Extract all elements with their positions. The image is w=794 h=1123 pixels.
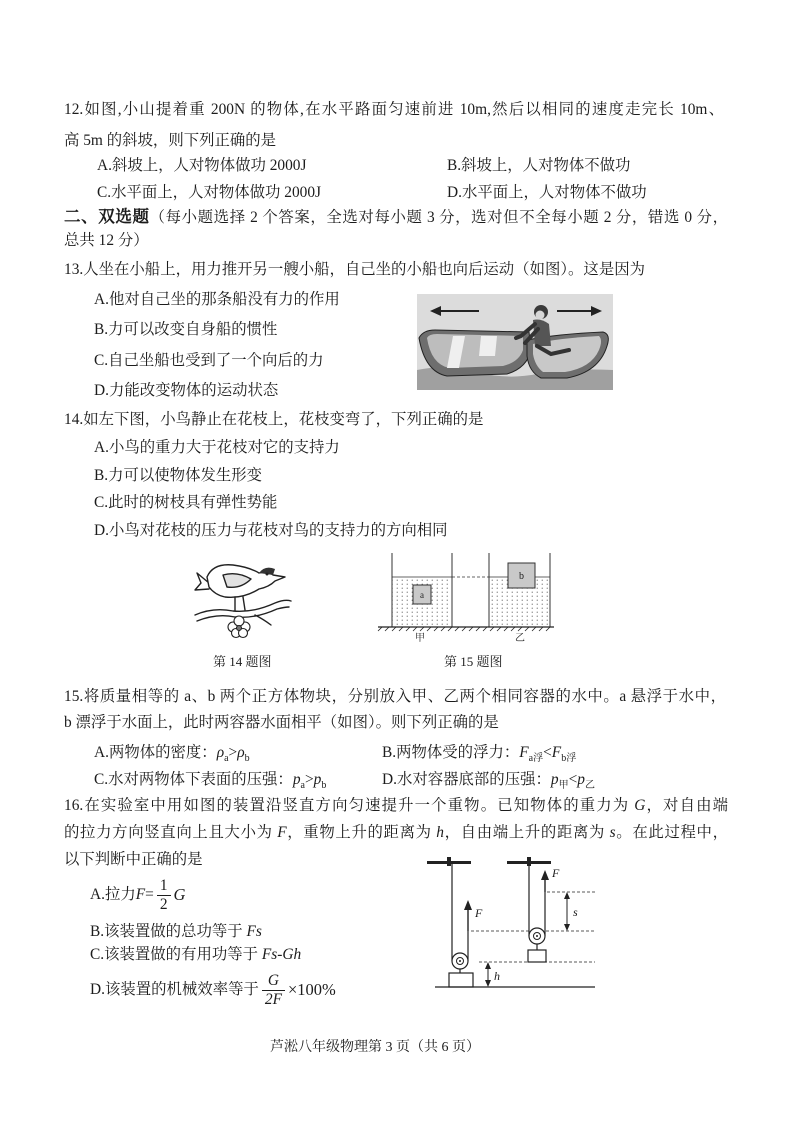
left-boat <box>419 330 531 376</box>
q15-stem-line-2: b 漂浮于水面上，此时两容器水面相平（如图）。则下列正确的是 <box>64 714 499 731</box>
fraction-g-over-2f: $\frac{G}{2F}$ <box>262 972 285 1009</box>
q13-option-d: D.力能改变物体的运动状态 <box>94 382 279 399</box>
force-arrow-icon <box>464 900 472 910</box>
q12-option-c: C.水平面上，人对物体做功 2000J <box>97 184 322 201</box>
force-label-right: F <box>552 866 560 880</box>
weight-block <box>528 950 546 962</box>
q16-option-d: D.该装置的机械效率等于 $\frac{G}{2F}$ ×100% <box>90 971 336 1008</box>
boat-push-illustration <box>417 294 613 390</box>
q12-stem-line-2: 高 5m 的斜坡，则下列正确的是 <box>64 132 277 149</box>
fraction-one-half: $\frac{1}{2}$ <box>157 877 171 914</box>
block-a-label: a <box>420 590 424 600</box>
q16-option-b: B.该装置做的总功等于 Fs <box>90 923 262 940</box>
q15-stem-line-1: 15.将质量相等的 a、b 两个正方体物块，分别放入甲、乙两个相同容器的水中。a 悬浮于水中， <box>64 688 726 705</box>
q16-stem-line-2: 的拉力方向竖直向上且大小为 F，重物上升的距离为 h，自由端上升的距离为 s。在此过程中， <box>64 824 728 841</box>
bird-on-branch-illustration <box>193 553 294 639</box>
section-2-note: （每小题选择 2 个答案，全选对每小题 3 分，选对但不全每小题 2 分，错选 0 分， <box>149 209 728 226</box>
two-containers-diagram <box>376 551 556 643</box>
force-arrow-icon <box>541 870 549 880</box>
q16-stem-line-3: 以下判断中正确的是 <box>64 851 203 868</box>
q15-figure-caption: 第 15 题图 <box>444 654 503 669</box>
q15-option-a: A.两物体的密度：$\rho_a>\rho_b$ <box>94 744 250 764</box>
height-h-label: h <box>494 969 500 983</box>
q13-option-a: A.他对自己坐的那条船没有力的作用 <box>94 291 340 308</box>
flower-icon <box>228 616 250 638</box>
q14-figure-caption: 第 14 题图 <box>213 654 272 669</box>
block-b-label: b <box>519 571 524 582</box>
q13-option-b: B.力可以改变自身船的惯性 <box>94 321 278 338</box>
weight-block <box>449 973 473 987</box>
q14-option-a: A.小鸟的重力大于花枝对它的支持力 <box>94 439 340 456</box>
q14-option-d: D.小鸟对花枝的压力与花枝对鸟的支持力的方向相同 <box>94 522 448 539</box>
height-h-arrow <box>485 962 500 987</box>
distance-s-label: s <box>573 905 578 919</box>
force-label-left: F <box>475 906 483 920</box>
pulley-setup-raised <box>507 857 560 962</box>
container-left-label: 甲 <box>415 633 425 643</box>
section-2-heading-line <box>64 207 728 228</box>
q12-option-a: A.斜坡上，人对物体做功 2000J <box>97 157 307 174</box>
q16-option-c: C.该装置做的有用功等于 Fs-Gh <box>90 946 302 963</box>
section-2-title: 二、双选题 <box>64 207 150 226</box>
q15-option-d: D.水对容器底部的压强：$p_甲<p_乙$ <box>382 771 595 791</box>
q12-option-d: D.水平面上，人对物体不做功 <box>447 184 647 201</box>
q14-stem: 14.如左下图，小鸟静止在花枝上，花枝变弯了，下列正确的是 <box>64 411 484 428</box>
q14-option-b: B.力可以使物体发生形变 <box>94 467 263 484</box>
q16-option-a: A.拉力 F = $\frac{1}{2}$ G <box>90 876 186 913</box>
q14-option-c: C.此时的树枝具有弹性势能 <box>94 494 278 511</box>
pulley-setup-initial <box>427 857 483 987</box>
movable-pulley-diagram <box>423 855 598 990</box>
q12-option-b: B.斜坡上，人对物体不做功 <box>447 157 631 174</box>
distance-s-arrow <box>564 892 578 931</box>
q12-stem-line-1: 12.如图,小山提着重 200N 的物体,在水平路面匀速前进 10m,然后以相同的速度走完长 10m、 <box>64 101 724 118</box>
page-footer: 芦淞八年级物理第 3 页（共 6 页） <box>270 1040 480 1055</box>
q15-option-b: B.两物体受的浮力：$F_{a浮}<F_{b浮}$ <box>382 744 577 764</box>
container-right-label: 乙 <box>515 633 525 643</box>
q15-option-c: C.水对两物体下表面的压强：$p_a>p_b$ <box>94 771 327 791</box>
q13-option-c: C.自己坐船也受到了一个向后的力 <box>94 352 324 369</box>
q16-stem-line-1: 16.在实验室中用如图的装置沿竖直方向匀速提升一个重物。已知物体的重力为 G，对自由端 <box>64 797 728 814</box>
section-2-note-line-2: 总共 12 分） <box>64 232 149 249</box>
q13-stem: 13.人坐在小船上，用力推开另一艘小船，自己坐的小船也向后运动（如图）。这是因为 <box>64 261 645 278</box>
